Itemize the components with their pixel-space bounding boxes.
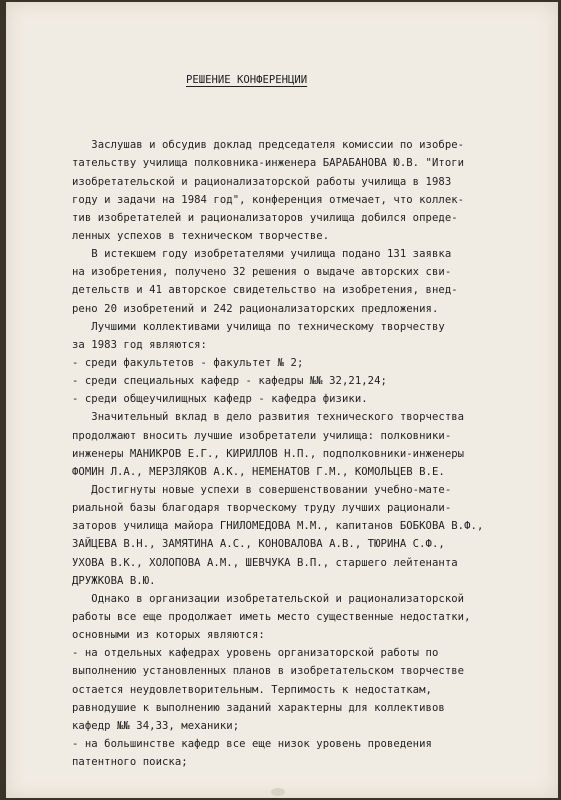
text-line: основными из которых являются: <box>72 629 265 642</box>
text-line: Однако в организации изобретательской и рационализаторской <box>72 592 465 605</box>
text-line: Достигнуты новые успехи в совершенствовании учебно-мате- <box>72 483 452 496</box>
text-line: работы все еще продолжает иметь место существенные недостатки, <box>72 610 471 623</box>
text-line: В истекшем году изобретателями училища подано 131 заявка <box>72 248 452 261</box>
text-line: тательству училища полковника-инженера БАРАБАНОВА Ю.В. "Итоги <box>72 157 465 170</box>
text-line: - на отдельных кафедрах уровень организаторской работы по <box>72 647 439 660</box>
text-line: продолжают вносить лучшие изобретатели училища: полковники- <box>72 429 452 442</box>
text-line: риальной базы благодаря творческому труду лучших рационали- <box>72 502 452 515</box>
text-line: - на большинстве кафедр все еще низок уровень проведения <box>72 737 432 750</box>
text-line: Значительный вклад в дело развития технического творчества <box>72 411 465 424</box>
text-line: заторов училища майора ГНИЛОМЕДОВА М.М., капитанов БОБКОВА В.Ф., <box>72 520 484 533</box>
text-line: равнодушие к выполнению заданий характерны для коллективов <box>72 701 445 714</box>
text-line: на изобретения, получено 32 решения о выдаче авторских сви- <box>72 266 452 279</box>
text-line: - среди специальных кафедр - кафедры №№ 32,21,24; <box>72 375 387 388</box>
text-line: Лучшими коллективами училища по техническому творчеству <box>72 320 445 333</box>
text-line: детельств и 41 авторское свидетельство на изобретения, внед- <box>72 284 458 297</box>
text-line: рено 20 изобретений и 242 рационализаторских предложения. <box>72 302 439 315</box>
text-line: ДРУЖКОВА В.Ю. <box>72 574 156 587</box>
punch-hole <box>271 788 285 796</box>
text-line: Заслушав и обсудив доклад председателя комиссии по изобре- <box>72 139 465 152</box>
text-line: остается неудовлетворительным. Терпимость к недостаткам, <box>72 683 432 696</box>
text-line: патентного поиска; <box>72 756 188 769</box>
text-line: за 1983 год являются: <box>72 338 207 351</box>
text-line: изобретательской и рационализаторской работы училища в 1983 <box>72 175 452 188</box>
text-line: ФОМИН Л.А., МЕРЗЛЯКОВ А.К., НЕМЕНАТОВ Г.М., КОМОЛЬЦЕВ В.Е. <box>72 465 445 478</box>
text-line: - среди факультетов - факультет № 2; <box>72 357 304 369</box>
text-line: инженеры МАНИКРОВ Е.Г., КИРИЛЛОВ Н.П., подполковники-инженеры <box>72 447 465 460</box>
text-line: УХОВА В.К., ХОЛОПОВА А.М., ШЕВЧУКА В.П., старшего лейтенанта <box>72 556 458 569</box>
text-line: выполнению установленных планов в изобретательском творчестве <box>72 665 465 678</box>
text-line: кафедр №№ 34,33, механики; <box>72 719 240 732</box>
text-line: ленных успехов в техническом творчестве. <box>72 230 330 243</box>
document-body <box>72 100 532 771</box>
text-line: - среди общеучилищных кафедр - кафедра физики. <box>72 393 368 406</box>
text-line: ЗАЙЦЕВА В.Н., ЗАМЯТИНА А.С., КОНОВАЛОВА А.В., ТЮРИНА С.Ф., <box>72 538 445 551</box>
document-page <box>6 2 558 798</box>
text-line: году и задачи на 1984 год", конференция отмечает, что коллек- <box>72 193 465 206</box>
document-title: РЕШЕНИЕ КОНФЕРЕНЦИИ <box>186 74 308 86</box>
text-line: тив изобретателей и рационализаторов училища добился опреде- <box>72 211 458 224</box>
